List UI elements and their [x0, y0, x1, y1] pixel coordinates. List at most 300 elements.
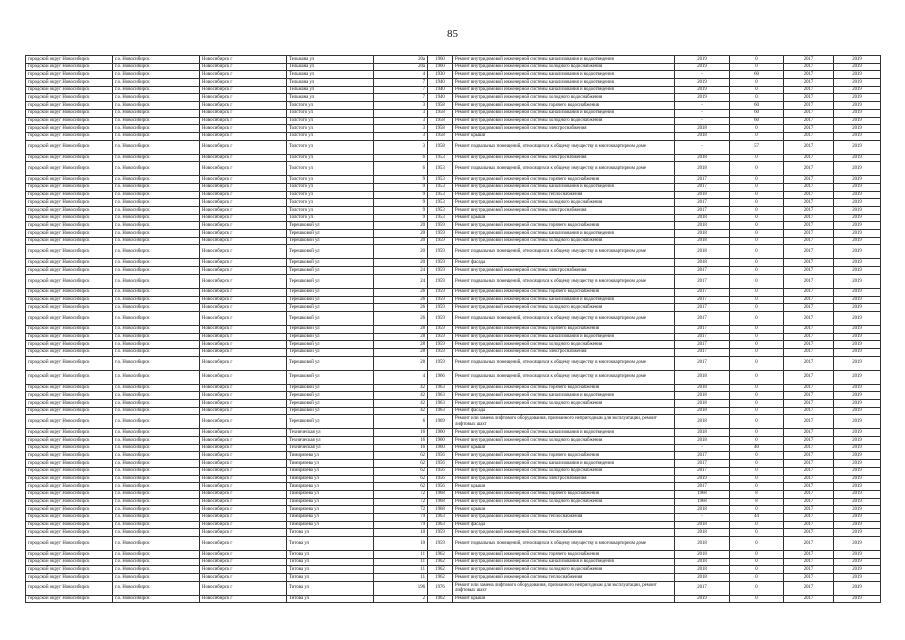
street-cell: Терешковой ул [287, 267, 374, 275]
year-built-cell: 1959 [428, 222, 453, 230]
plan-end-cell: 2019 [834, 521, 881, 529]
city-cell: Новосибирск г [200, 183, 287, 191]
year-built-cell: 1959 [428, 333, 453, 341]
house-number-cell: 20 [374, 245, 428, 259]
street-cell: Терешковой ул [287, 348, 374, 356]
plan-end-cell: 2019 [834, 311, 881, 325]
table-row [26, 333, 881, 341]
last-repair-year-cell: 2018 [675, 245, 730, 259]
house-number-cell: 16 [374, 444, 428, 452]
work-type-cell: Ремонт внутридомовой инженерной системы электроснабжения [453, 125, 675, 133]
district-cell: г.о. Новосибирск [113, 214, 200, 222]
district-cell: г.о. Новосибирск [113, 370, 200, 384]
year-built-cell: 1963 [428, 392, 453, 400]
street-cell: Титова ул [287, 551, 374, 559]
plan-end-cell: 2019 [834, 102, 881, 110]
wear-percent-cell: 0 [730, 452, 784, 460]
municipality-cell: городской округ Новосибирск [26, 274, 113, 288]
city-cell: Новосибирск г [200, 392, 287, 400]
wear-percent-cell: 0 [730, 86, 784, 94]
house-number-cell: 20 [374, 237, 428, 245]
plan-start-cell: 2017 [784, 183, 834, 191]
year-built-cell: 1960 [428, 437, 453, 445]
last-repair-year-cell: 2018 [675, 162, 730, 176]
year-built-cell: 1960 [428, 429, 453, 437]
year-built-cell: 1962 [428, 574, 453, 582]
street-cell: Тимирязева ул [287, 460, 374, 468]
house-number-cell: 9 [374, 207, 428, 215]
city-cell: Новосибирск г [200, 154, 287, 162]
district-cell: г.о. Новосибирск [113, 384, 200, 392]
street-cell: Тельмана ул [287, 86, 374, 94]
plan-start-cell: 2017 [784, 274, 834, 288]
plan-start-cell: 2017 [784, 566, 834, 574]
work-type-cell: Ремонт внутридомовой инженерной системы канализования и водоотведения [453, 333, 675, 341]
municipality-cell: городской округ Новосибирск [26, 341, 113, 349]
work-type-cell: Ремонт внутридомовой инженерной системы горячего водоснабжения [453, 452, 675, 460]
street-cell: Тимирязева ул [287, 498, 374, 506]
plan-start-cell: 2017 [784, 415, 834, 429]
district-cell: г.о. Новосибирск [113, 296, 200, 304]
wear-percent-cell: 0 [730, 288, 784, 296]
last-repair-year-cell: 2018 [675, 384, 730, 392]
plan-end-cell: 2019 [834, 237, 881, 245]
table-row [26, 304, 881, 312]
district-cell: г.о. Новосибирск [113, 237, 200, 245]
wear-percent-cell: 0 [730, 400, 784, 408]
street-cell: Терешковой ул [287, 245, 374, 259]
last-repair-year-cell: - [675, 102, 730, 110]
district-cell: г.о. Новосибирск [113, 506, 200, 514]
house-number-cell: 4 [374, 71, 428, 79]
plan-start-cell: 2017 [784, 506, 834, 514]
plan-end-cell: 2019 [834, 154, 881, 162]
work-type-cell: Ремонт внутридомовой инженерной системы холодного водоснабжения [453, 117, 675, 125]
street-cell: Титова ул [287, 537, 374, 551]
work-type-cell: Ремонт внутридомовой инженерной системы горячего водоснабжения [453, 102, 675, 110]
year-built-cell: 1953 [428, 162, 453, 176]
street-cell: Толстого ул [287, 162, 374, 176]
plan-end-cell: 2019 [834, 79, 881, 87]
plan-start-cell: 2017 [784, 109, 834, 117]
plan-end-cell: 2019 [834, 259, 881, 267]
plan-end-cell: 2019 [834, 348, 881, 356]
district-cell: г.о. Новосибирск [113, 452, 200, 460]
city-cell: Новосибирск г [200, 460, 287, 468]
plan-start-cell: 2017 [784, 325, 834, 333]
wear-percent-cell: 0 [730, 79, 784, 87]
city-cell: Новосибирск г [200, 304, 287, 312]
year-built-cell: 1960 [428, 444, 453, 452]
house-number-cell: 20а [374, 56, 428, 64]
wear-percent-cell: 0 [730, 348, 784, 356]
year-built-cell: 1959 [428, 311, 453, 325]
table-row [26, 154, 881, 162]
plan-end-cell: 2019 [834, 475, 881, 483]
table-row [26, 429, 881, 437]
city-cell: Новосибирск г [200, 467, 287, 475]
year-built-cell: 1958 [428, 102, 453, 110]
work-type-cell: Ремонт крыши [453, 595, 675, 603]
plan-start-cell: 2017 [784, 370, 834, 384]
plan-end-cell: 2019 [834, 191, 881, 199]
plan-end-cell: 2019 [834, 325, 881, 333]
municipality-cell: городской округ Новосибирск [26, 333, 113, 341]
district-cell: г.о. Новосибирск [113, 245, 200, 259]
municipality-cell: городской округ Новосибирск [26, 162, 113, 176]
wear-percent-cell: 0 [730, 162, 784, 176]
district-cell: г.о. Новосибирск [113, 325, 200, 333]
plan-start-cell: 2017 [784, 259, 834, 267]
year-built-cell: 1959 [428, 537, 453, 551]
street-cell: Терешковой ул [287, 230, 374, 238]
plan-start-cell: 2017 [784, 551, 834, 559]
plan-end-cell: 2019 [834, 452, 881, 460]
wear-percent-cell: 0 [730, 566, 784, 574]
table-row [26, 475, 881, 483]
wear-percent-cell: 60 [730, 71, 784, 79]
wear-percent-cell: 0 [730, 521, 784, 529]
table-row [26, 245, 881, 259]
plan-start-cell: 2017 [784, 467, 834, 475]
last-repair-year-cell: - [675, 140, 730, 154]
table-row [26, 214, 881, 222]
plan-end-cell: 2019 [834, 429, 881, 437]
wear-percent-cell: 60 [730, 109, 784, 117]
table-row [26, 274, 881, 288]
wear-percent-cell: 0 [730, 132, 784, 140]
last-repair-year-cell: 2018 [675, 429, 730, 437]
plan-start-cell: 2017 [784, 154, 834, 162]
table-row [26, 56, 881, 64]
district-cell: г.о. Новосибирск [113, 407, 200, 415]
street-cell: Тельмана ул [287, 71, 374, 79]
house-number-cell: 3 [374, 109, 428, 117]
house-number-cell: 7 [374, 79, 428, 87]
work-type-cell: Ремонт подвальных помещений, относящихся к общему имуществу в многоквартирном доме [453, 537, 675, 551]
street-cell: Терешковой ул [287, 325, 374, 333]
wear-percent-cell: 0 [730, 63, 784, 71]
city-cell: Новосибирск г [200, 325, 287, 333]
year-built-cell: 1958 [428, 125, 453, 133]
municipality-cell: городской округ Новосибирск [26, 222, 113, 230]
plan-end-cell: 2019 [834, 595, 881, 603]
house-number-cell: 20а [374, 63, 428, 71]
wear-percent-cell: 0 [730, 304, 784, 312]
wear-percent-cell: 0 [730, 296, 784, 304]
plan-start-cell: 2017 [784, 288, 834, 296]
year-built-cell: 1959 [428, 267, 453, 275]
street-cell: Толстого ул [287, 191, 374, 199]
city-cell: Новосибирск г [200, 521, 287, 529]
table-row [26, 176, 881, 184]
last-repair-year-cell: 2019 [675, 56, 730, 64]
wear-percent-cell: 60 [730, 117, 784, 125]
last-repair-year-cell: - [675, 444, 730, 452]
work-type-cell: Ремонт внутридомовой инженерной системы теплоснабжения [453, 574, 675, 582]
plan-start-cell: 2017 [784, 429, 834, 437]
wear-percent-cell: 0 [730, 392, 784, 400]
last-repair-year-cell: 2018 [675, 154, 730, 162]
work-type-cell: Ремонт внутридомовой инженерной системы горячего водоснабжения [453, 222, 675, 230]
street-cell: Терешковой ул [287, 341, 374, 349]
city-cell: Новосибирск г [200, 370, 287, 384]
city-cell: Новосибирск г [200, 513, 287, 521]
plan-end-cell: 2019 [834, 125, 881, 133]
last-repair-year-cell: 2017 [675, 333, 730, 341]
street-cell: Техническая ул [287, 437, 374, 445]
municipality-cell: городской округ Новосибирск [26, 237, 113, 245]
plan-end-cell: 2019 [834, 437, 881, 445]
district-cell: г.о. Новосибирск [113, 71, 200, 79]
municipality-cell: городской округ Новосибирск [26, 521, 113, 529]
table-row [26, 102, 881, 110]
city-cell: Новосибирск г [200, 199, 287, 207]
plan-end-cell: 2019 [834, 304, 881, 312]
city-cell: Новосибирск г [200, 311, 287, 325]
street-cell: Терешковой ул [287, 237, 374, 245]
street-cell: Терешковой ул [287, 400, 374, 408]
wear-percent-cell: 8 [730, 490, 784, 498]
year-built-cell: 1969 [428, 415, 453, 429]
wear-percent-cell: 0 [730, 341, 784, 349]
district-cell: г.о. Новосибирск [113, 79, 200, 87]
work-type-cell: Ремонт внутридомовой инженерной системы холодного водоснабжения [453, 94, 675, 102]
plan-end-cell: 2019 [834, 506, 881, 514]
wear-percent-cell: 0 [730, 325, 784, 333]
last-repair-year-cell: 2017 [675, 356, 730, 370]
work-type-cell: Ремонт крыши [453, 506, 675, 514]
municipality-cell: городской округ Новосибирск [26, 558, 113, 566]
municipality-cell: городской округ Новосибирск [26, 574, 113, 582]
municipality-cell: городской округ Новосибирск [26, 245, 113, 259]
district-cell: г.о. Новосибирск [113, 392, 200, 400]
plan-start-cell: 2017 [784, 348, 834, 356]
district-cell: г.о. Новосибирск [113, 288, 200, 296]
street-cell: Толстого ул [287, 125, 374, 133]
house-number-cell: 7 [374, 94, 428, 102]
city-cell: Новосибирск г [200, 400, 287, 408]
work-type-cell: Ремонт или замена лифтового оборудования, признанного непригодным для эксплуатации, ремонт лифтовых шахт [453, 415, 675, 429]
wear-percent-cell: 0 [730, 154, 784, 162]
street-cell: Терешковой ул [287, 392, 374, 400]
table-row [26, 311, 881, 325]
house-number-cell: 24 [374, 274, 428, 288]
table-row [26, 125, 881, 133]
year-built-cell: 1940 [428, 79, 453, 87]
municipality-cell: городской округ Новосибирск [26, 384, 113, 392]
district-cell: г.о. Новосибирск [113, 183, 200, 191]
plan-start-cell: 2017 [784, 94, 834, 102]
plan-end-cell: 2019 [834, 370, 881, 384]
district-cell: г.о. Новосибирск [113, 595, 200, 603]
street-cell: Толстого ул [287, 117, 374, 125]
wear-percent-cell: 0 [730, 429, 784, 437]
district-cell: г.о. Новосибирск [113, 125, 200, 133]
house-number-cell: 16 [374, 429, 428, 437]
city-cell: Новосибирск г [200, 222, 287, 230]
plan-start-cell: 2017 [784, 237, 834, 245]
plan-end-cell: 2019 [834, 444, 881, 452]
year-built-cell: 1968 [428, 490, 453, 498]
city-cell: Новосибирск г [200, 498, 287, 506]
year-built-cell: 1959 [428, 529, 453, 537]
plan-start-cell: 2017 [784, 125, 834, 133]
work-type-cell: Ремонт подвальных помещений, относящихся к общему имуществу в многоквартирном доме [453, 274, 675, 288]
street-cell: Титова ул [287, 595, 374, 603]
district-cell: г.о. Новосибирск [113, 132, 200, 140]
table-row [26, 513, 881, 521]
year-built-cell: 1959 [428, 230, 453, 238]
street-cell: Толстого ул [287, 140, 374, 154]
last-repair-year-cell: 2018 [675, 230, 730, 238]
year-built-cell: 1959 [428, 288, 453, 296]
municipality-cell: городской округ Новосибирск [26, 191, 113, 199]
district-cell: г.о. Новосибирск [113, 304, 200, 312]
municipality-cell: городской округ Новосибирск [26, 400, 113, 408]
work-type-cell: Ремонт внутридомовой инженерной системы холодного водоснабжения [453, 199, 675, 207]
city-cell: Новосибирск г [200, 574, 287, 582]
work-type-cell: Ремонт подвальных помещений, относящихся к общему имуществу в многоквартирном доме [453, 162, 675, 176]
municipality-cell: городской округ Новосибирск [26, 304, 113, 312]
municipality-cell: городской округ Новосибирск [26, 86, 113, 94]
municipality-cell: городской округ Новосибирск [26, 56, 113, 64]
city-cell: Новосибирск г [200, 117, 287, 125]
wear-percent-cell: 0 [730, 581, 784, 595]
plan-start-cell: 2017 [784, 341, 834, 349]
table-row [26, 267, 881, 275]
street-cell: Техническая ул [287, 444, 374, 452]
house-number-cell: 11 [374, 574, 428, 582]
street-cell: Терешковой ул [287, 311, 374, 325]
municipality-cell: городской округ Новосибирск [26, 63, 113, 71]
house-number-cell: 6 [374, 162, 428, 176]
plan-start-cell: 2017 [784, 529, 834, 537]
year-built-cell: 1963 [428, 521, 453, 529]
house-number-cell: 62 [374, 467, 428, 475]
district-cell: г.о. Новосибирск [113, 117, 200, 125]
wear-percent-cell: 0 [730, 529, 784, 537]
district-cell: г.о. Новосибирск [113, 566, 200, 574]
year-built-cell: 1959 [428, 348, 453, 356]
wear-percent-cell: 60 [730, 102, 784, 110]
municipality-cell: городской округ Новосибирск [26, 288, 113, 296]
municipality-cell: городской округ Новосибирск [26, 183, 113, 191]
plan-start-cell: 2017 [784, 521, 834, 529]
street-cell: Тимирязева ул [287, 483, 374, 491]
work-type-cell: Ремонт фасада [453, 259, 675, 267]
table-row [26, 467, 881, 475]
plan-end-cell: 2019 [834, 551, 881, 559]
last-repair-year-cell: 2017 [675, 274, 730, 288]
plan-start-cell: 2017 [784, 475, 834, 483]
house-number-cell: 26 [374, 304, 428, 312]
last-repair-year-cell: 2017 [675, 304, 730, 312]
work-type-cell: Ремонт внутридомовой инженерной системы холодного водоснабжения [453, 63, 675, 71]
work-type-cell: Ремонт крыши [453, 214, 675, 222]
municipality-cell: городской округ Новосибирск [26, 370, 113, 384]
street-cell: Толстого ул [287, 207, 374, 215]
table-row [26, 521, 881, 529]
last-repair-year-cell: 2017 [675, 296, 730, 304]
table-row [26, 207, 881, 215]
wear-percent-cell: 0 [730, 370, 784, 384]
street-cell: Толстого ул [287, 154, 374, 162]
plan-start-cell: 2017 [784, 452, 834, 460]
year-built-cell: 1960 [428, 63, 453, 71]
work-type-cell: Ремонт подвальных помещений, относящихся к общему имуществу в многоквартирном доме [453, 370, 675, 384]
house-number-cell: 20 [374, 259, 428, 267]
wear-percent-cell: 0 [730, 274, 784, 288]
city-cell: Новосибирск г [200, 529, 287, 537]
work-type-cell: Ремонт внутридомовой инженерной системы холодного водоснабжения [453, 304, 675, 312]
street-cell: Тельмана ул [287, 79, 374, 87]
plan-start-cell: 2017 [784, 311, 834, 325]
street-cell: Толстого ул [287, 132, 374, 140]
last-repair-year-cell: 2018 [675, 551, 730, 559]
district-cell: г.о. Новосибирск [113, 437, 200, 445]
last-repair-year-cell: 2018 [675, 259, 730, 267]
year-built-cell: 1953 [428, 191, 453, 199]
district-cell: г.о. Новосибирск [113, 191, 200, 199]
city-cell: Новосибирск г [200, 437, 287, 445]
house-number-cell: 4 [374, 370, 428, 384]
work-type-cell: Ремонт внутридомовой инженерной системы холодного водоснабжения [453, 467, 675, 475]
last-repair-year-cell: 2017 [675, 581, 730, 595]
table-row [26, 595, 881, 603]
street-cell: Терешковой ул [287, 222, 374, 230]
district-cell: г.о. Новосибирск [113, 483, 200, 491]
plan-end-cell: 2019 [834, 162, 881, 176]
last-repair-year-cell: - [675, 109, 730, 117]
plan-start-cell: 2017 [784, 102, 834, 110]
year-built-cell: 1959 [428, 274, 453, 288]
city-cell: Новосибирск г [200, 237, 287, 245]
plan-start-cell: 2017 [784, 384, 834, 392]
municipality-cell: городской округ Новосибирск [26, 296, 113, 304]
district-cell: г.о. Новосибирск [113, 537, 200, 551]
street-cell: Титова ул [287, 574, 374, 582]
last-repair-year-cell: 2018 [675, 506, 730, 514]
house-number-cell: 42 [374, 400, 428, 408]
plan-start-cell: 2017 [784, 132, 834, 140]
municipality-cell: городской округ Новосибирск [26, 348, 113, 356]
plan-end-cell: 2019 [834, 407, 881, 415]
street-cell: Тимирязева ул [287, 475, 374, 483]
house-number-cell: 196 [374, 581, 428, 595]
table-row [26, 551, 881, 559]
house-number-cell: 11 [374, 551, 428, 559]
last-repair-year-cell: 2018 [675, 222, 730, 230]
house-number-cell: 26 [374, 311, 428, 325]
plan-start-cell: 2017 [784, 140, 834, 154]
work-type-cell: Ремонт внутридомовой инженерной системы теплоснабжения [453, 191, 675, 199]
city-cell: Новосибирск г [200, 140, 287, 154]
wear-percent-cell: 0 [730, 207, 784, 215]
last-repair-year-cell: 2017 [675, 311, 730, 325]
house-number-cell: 6 [374, 415, 428, 429]
plan-end-cell: 2019 [834, 558, 881, 566]
plan-end-cell: 2019 [834, 356, 881, 370]
work-type-cell: Ремонт внутридомовой инженерной системы холодного водоснабжения [453, 566, 675, 574]
work-type-cell: Ремонт внутридомовой инженерной системы канализования и водоотведения [453, 71, 675, 79]
house-number-cell: 11 [374, 566, 428, 574]
work-type-cell: Ремонт внутридомовой инженерной системы теплоснабжения [453, 513, 675, 521]
year-built-cell: 1940 [428, 86, 453, 94]
city-cell: Новосибирск г [200, 444, 287, 452]
work-type-cell: Ремонт внутридомовой инженерной системы канализования и водоотведения [453, 558, 675, 566]
plan-start-cell: 2017 [784, 176, 834, 184]
